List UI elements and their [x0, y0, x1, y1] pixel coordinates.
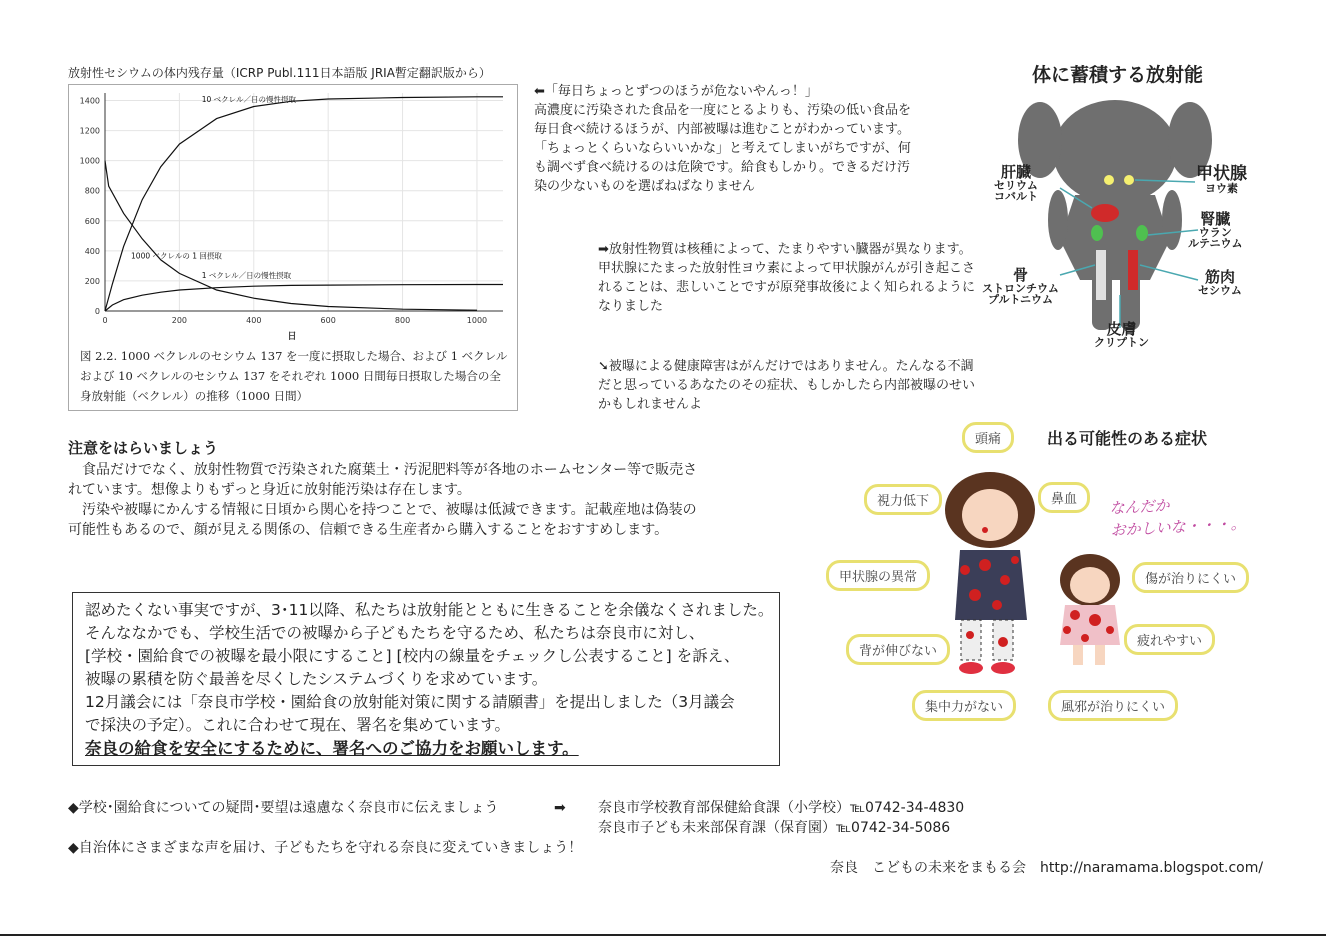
- x-tick-label: 400: [246, 316, 262, 325]
- daily-intake-body: 高濃度に汚染された食品を一度にとるよりも、汚染の低い食品を毎日食べ続けるほうが、内部被曝は進むことがわかっています。「ちょっとくらいならいいかな」と考えてしまいがちですが、何も調べず食べ続けるのは危険です。給食もしかり。できるだけ汚染の少ないものを選ばねばなりません: [534, 103, 912, 194]
- children-illustration: [935, 470, 1125, 685]
- footer-item: ◆自治体にさまざまな声を届け、子どもたちを守れる奈良に変えていきましょう！: [68, 840, 583, 856]
- petition-line: 認めたくない事実ですが、3･11以降、私たちは放射能とともに生きることを余儀なくされました。: [85, 601, 774, 619]
- x-tick-label: 200: [171, 316, 188, 325]
- page-bottom-rule: [0, 934, 1326, 936]
- organ-muscle: 筋肉 セシウム: [1198, 268, 1242, 297]
- symptom-nosebleed: 鼻血: [1038, 482, 1090, 513]
- x-axis-label: 日: [287, 332, 297, 342]
- symptom-fatigue: 疲れやすい: [1124, 624, 1215, 655]
- y-tick-label: 1200: [79, 126, 100, 136]
- warning-title: 注意をはらいましょう: [68, 439, 219, 457]
- x-tick-label: 800: [394, 316, 411, 325]
- contact-school: 奈良市学校教育部保健給食課（小学校）℡0742-34-4830: [598, 800, 965, 816]
- warning-paragraph: 汚染や被曝にかんする情報に日頃から関心を持つことで、被曝は低減できます。記載産地は偽装の可能性もあるので、顔が見える関係の、信頼できる生産者から購入することをおすすめします。: [68, 502, 697, 538]
- symptom-vision-loss: 視力低下: [864, 484, 942, 515]
- petition-line: で採決の予定）。これに合わせて現在、署名を集めています。: [85, 716, 511, 734]
- series-label: 1000 ベクレルの 1 回摂取: [131, 251, 222, 261]
- symptom-slow-healing: 傷が治りにくい: [1132, 562, 1249, 593]
- symptom-thyroid: 甲状腺の異常: [826, 560, 930, 591]
- x-tick-label: 0: [102, 316, 108, 325]
- series-line: [105, 285, 503, 312]
- petition-line: 被曝の累積を防ぐ最善を尽くしたシステムづくりを求めています。: [85, 670, 548, 688]
- warning-paragraph: 食品だけでなく、放射性物質で汚染された腐葉土・汚泥肥料等が各地のホームセンター等で販売されています。想像よりもずっと身近に放射能汚染は存在します。: [68, 462, 698, 498]
- speech-scrawl: なんだか おかしいな・・・。: [1109, 496, 1246, 540]
- petition-call-to-action: 奈良の給食を安全にするために、署名へのご協力をお願いします。: [85, 739, 579, 758]
- daily-intake-note: [534, 82, 922, 196]
- y-tick-label: 600: [84, 216, 100, 226]
- series-label: 1 ベクレル／日の慢性摂取: [201, 270, 292, 280]
- symptom-headache: 頭痛: [962, 422, 1014, 453]
- warning-body: [68, 460, 708, 540]
- footer-item: ◆学校･園給食についての疑問･要望は遠慮なく奈良市に伝えましょう: [68, 800, 499, 816]
- daily-intake-heading: ⬅「毎日ちょっとずつのほうが危ないやんっ！」: [534, 84, 818, 99]
- arrow-icon: ➡: [554, 800, 566, 816]
- health-effects-note: ➘被曝による健康障害はがんだけではありません。たんなる不調だと思っているあなたのその症状、もしかしたら内部被曝のせいかもしれませんよ: [598, 359, 976, 412]
- petition-line: 12月議会には「奈良市学校・園給食の放射能対策に関する請願書」を提出しました（3月議会: [85, 693, 735, 711]
- chart-title: 放射性セシウムの体内残存量（ICRP Publ.111日本語版 JRIA暫定翻訳版から）: [68, 66, 491, 80]
- organization-signature: 奈良 こどもの未来をまもる会 http://naramama.blogspot.com/: [830, 860, 1264, 876]
- symptom-colds: 風邪が治りにくい: [1048, 690, 1178, 721]
- chart-caption: 図 2.2. 1000 ベクレルのセシウム 137 を一度に摂取した場合、および 1 ベクレルおよび 10 ベクレルのセシウム 137 をそれぞれ 1000 日間毎日摂取した場合の全身放射能（ベクレル）の推移（1000 日間）: [80, 349, 508, 403]
- organ-bone: 骨 ストロンチウム プルトニウム: [982, 266, 1059, 306]
- x-tick-label: 600: [320, 316, 336, 325]
- symptoms-title: 出る可能性のある症状: [1047, 429, 1208, 448]
- y-tick-label: 800: [84, 186, 100, 196]
- organ-skin: 皮膚 クリプトン: [1094, 320, 1149, 349]
- y-tick-label: 0: [94, 307, 100, 316]
- body-diagram-title: 体に蓄積する放射能: [1032, 64, 1204, 86]
- y-tick-label: 200: [84, 276, 100, 286]
- y-tick-label: 1000: [79, 156, 100, 166]
- symptom-growth: 背が伸びない: [846, 634, 950, 665]
- organ-liver: 肝臓 セリウム コバルト: [994, 163, 1038, 203]
- series-line: [105, 161, 477, 311]
- petition-line: [学校・園給食での被曝を最小限にすること] [校内の線量をチェックし公表すること] を訴え、: [85, 647, 740, 665]
- contact-nursery: 奈良市子ども未来部保育課（保育園）℡0742-34-5086: [598, 820, 951, 836]
- symptom-concentration: 集中力がない: [912, 690, 1016, 721]
- petition-box: [72, 592, 780, 766]
- series-line: [105, 97, 503, 311]
- petition-line: そんななかでも、学校生活での被曝から子どもたちを守るため、私たちは奈良市に対し、: [85, 624, 705, 642]
- organ-accumulation-note: ➡放射性物質は核種によって、たまりやすい臓器が異なります。甲状腺にたまった放射性ヨウ素によって甲状腺がんが引き起こされることは、悲しいことですが原発事故後によく知られるようになりました: [598, 242, 976, 314]
- x-tick-label: 1000: [466, 316, 488, 325]
- series-label: 10 ベクレル／日の慢性摂取: [201, 95, 296, 105]
- organ-kidney: 腎臓 ウラン ルテニウム: [1188, 210, 1243, 250]
- organ-thyroid: 甲状腺 ヨウ素: [1196, 164, 1247, 195]
- y-tick-label: 1400: [79, 96, 100, 106]
- y-tick-label: 400: [84, 246, 100, 256]
